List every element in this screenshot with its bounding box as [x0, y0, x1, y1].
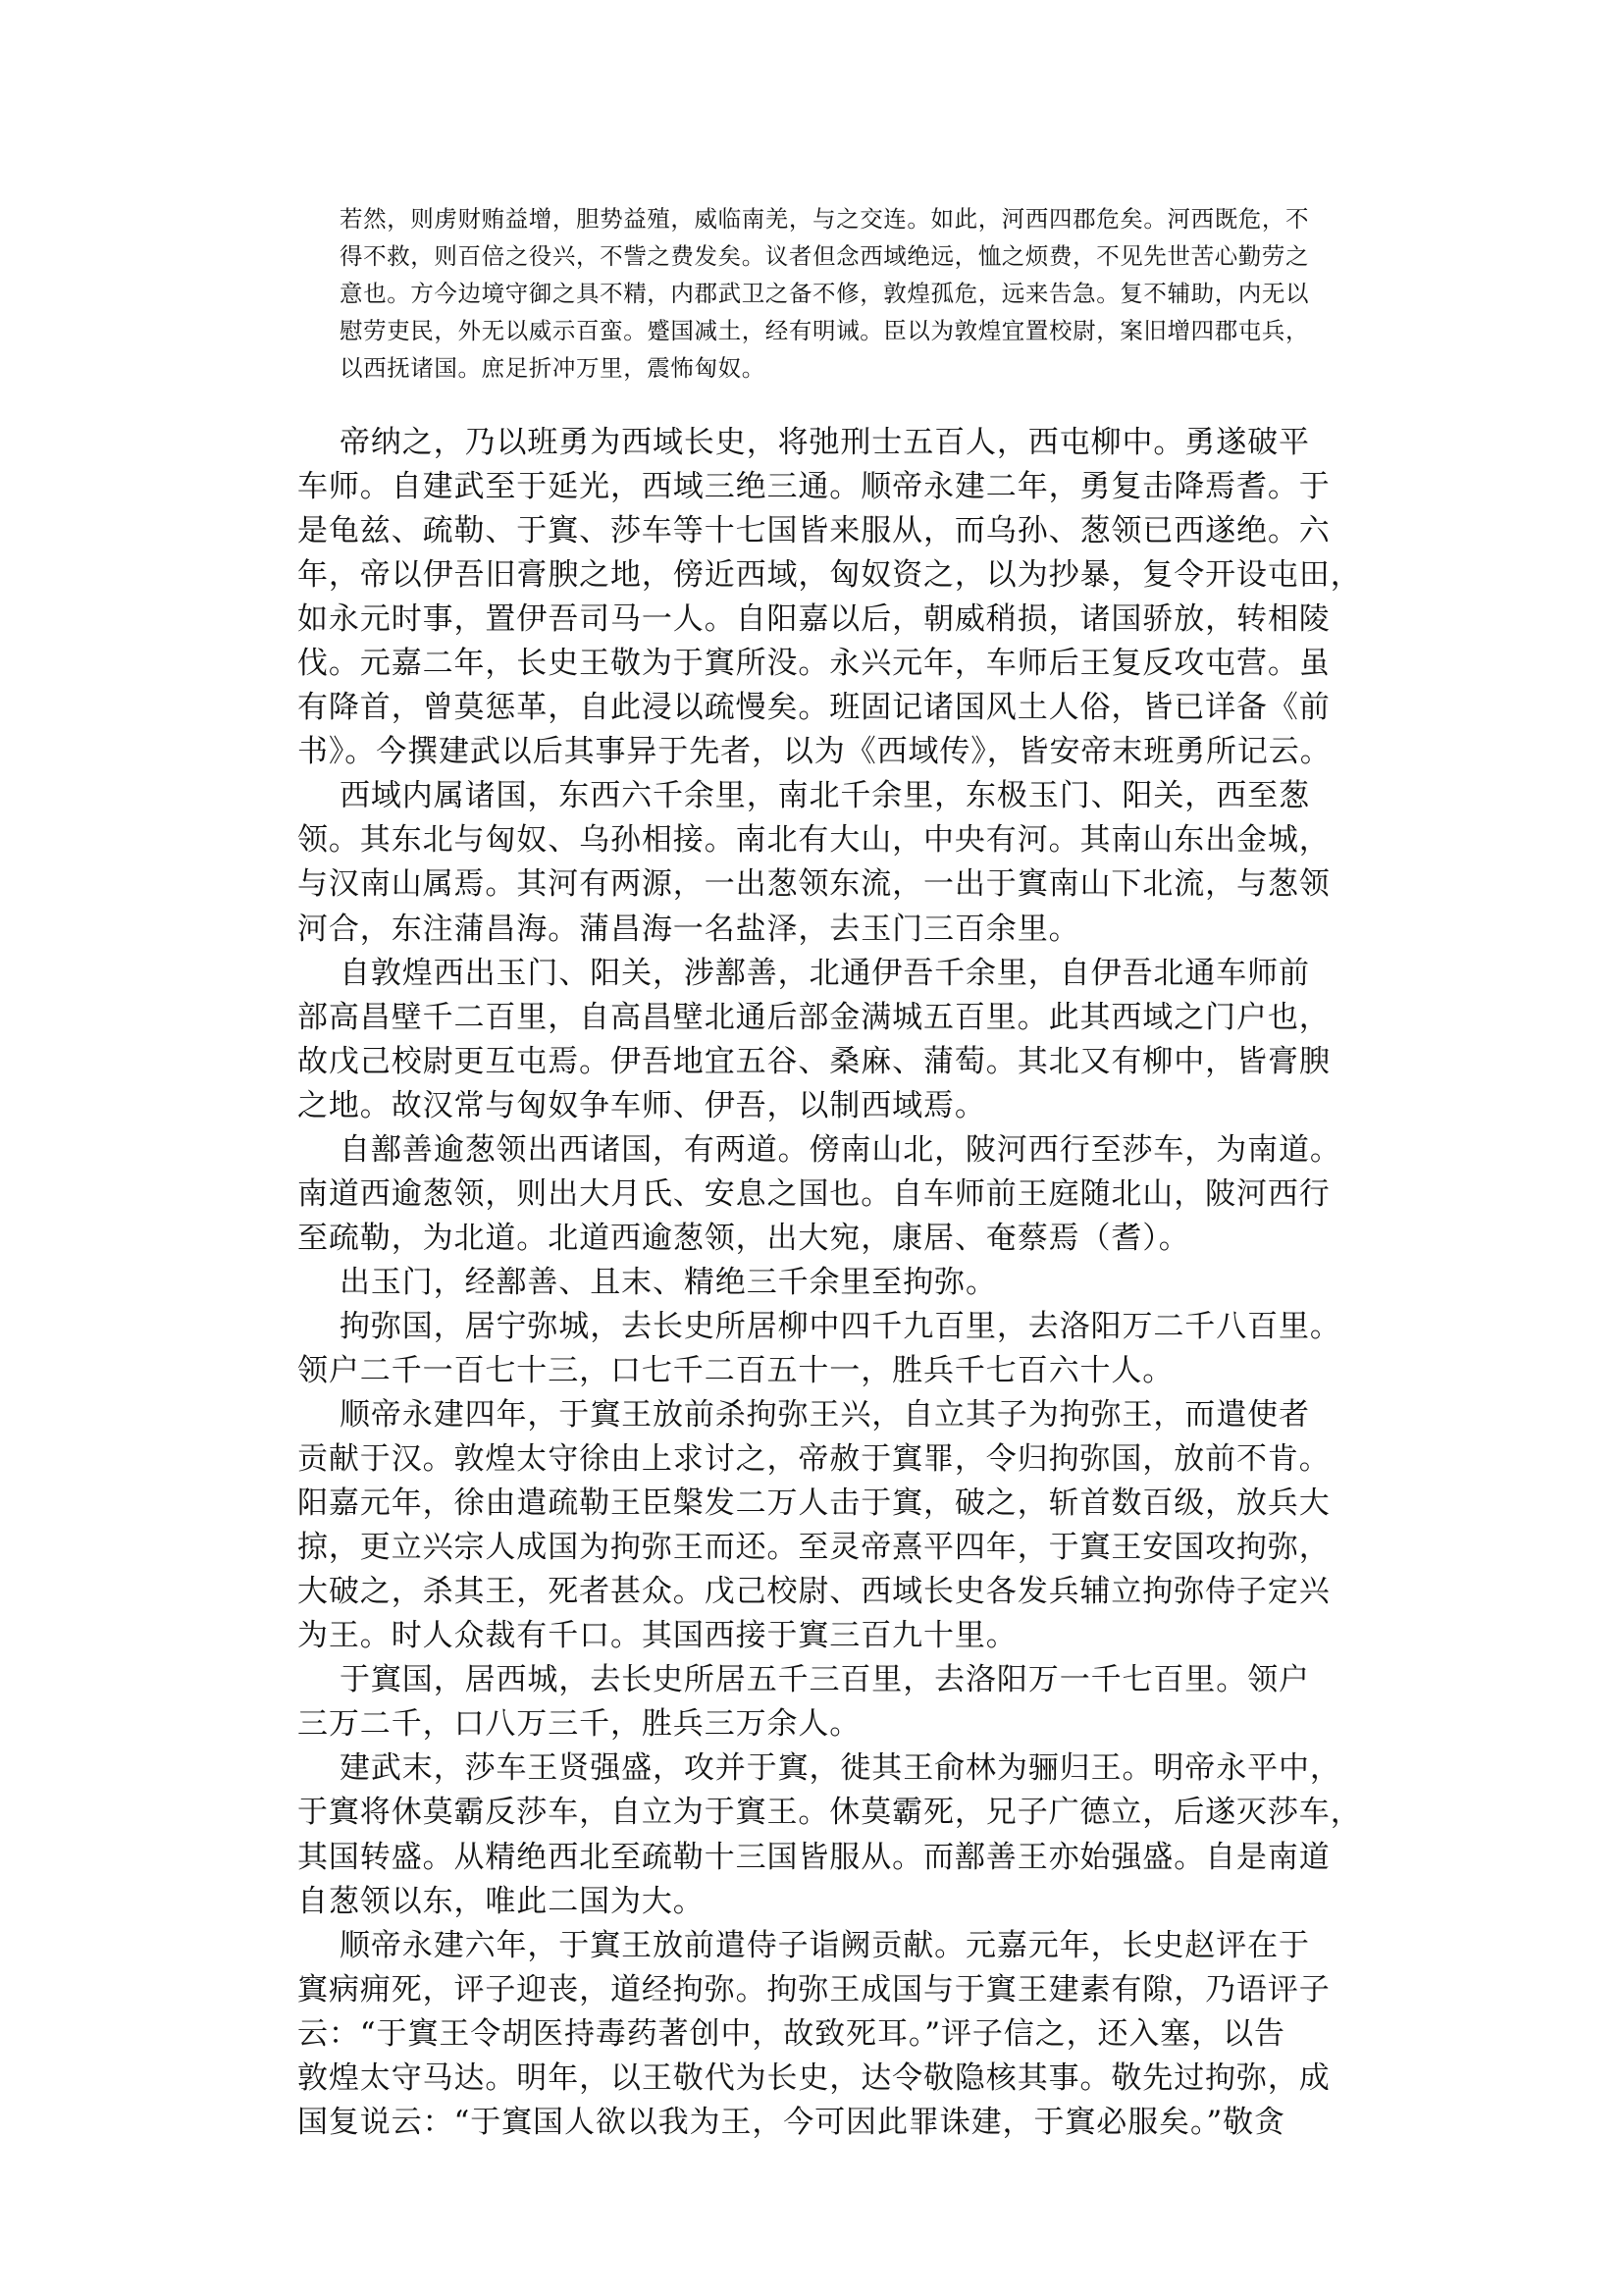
paragraph-text-line: 南道西逾葱领，则出大月氏、安息之国也。自车师前王庭随北山，陂河西行	[297, 1175, 1331, 1212]
quote-text-line: 意也。方今边境守御之具不精，内郡武卫之备不修，敦煌孤危，远来告急。复不辅助，内无以	[340, 280, 1310, 307]
paragraph-first-line: 于窴国，居西城，去长史所居五千三百里，去洛阳万一千七百里。领户	[340, 1662, 1310, 1698]
quote-text-line: 慰劳吏民，外无以威示百蛮。蹙国减土，经有明诫。臣以为敦煌宜置校尉，案旧增四郡屯兵，	[340, 317, 1310, 344]
paragraph-text-line: 国复说云：“于窴国人欲以我为王，今可因此罪诛建，于窴必服矣。”敬贪	[297, 2104, 1285, 2140]
paragraph-first-line: 拘弥国，居宁弥城，去长史所居柳中四千九百里，去洛阳万二千八百里。	[340, 1308, 1341, 1344]
paragraph-text-line: 阳嘉元年，徐由遣疏勒王臣槃发二万人击于窴，破之，斩首数百级，放兵大	[297, 1486, 1331, 1522]
quote-text-line: 以西抚诸国。庶足折冲万里，震怖匈奴。	[340, 354, 765, 382]
paragraph-text-line: 大破之，杀其王，死者甚众。戊己校尉、西域长史各发兵辅立拘弥侍子定兴	[297, 1574, 1331, 1610]
paragraph-text-line: 于窴将休莫霸反莎车，自立为于窴王。休莫霸死，兄子广德立，后遂灭莎车，	[297, 1795, 1362, 1831]
paragraph-first-line: 自鄯善逾葱领出西诸国，有两道。傍南山北，陂河西行至莎车，为南道。	[340, 1131, 1341, 1168]
paragraph-text-line: 伐。元嘉二年，长史王敬为于窴所没。永兴元年，车师后王复反攻屯营。虽	[297, 646, 1331, 682]
paragraph-first-line: 顺帝永建六年，于窴王放前遣侍子诣阙贡献。元嘉元年，长史赵评在于	[340, 1927, 1310, 1963]
paragraph-first-line: 自敦煌西出玉门、阳关，涉鄯善，北通伊吾千余里，自伊吾北通车师前	[340, 955, 1310, 991]
paragraph-text-line: 河合，东注蒲昌海。蒲昌海一名盐泽，去玉门三百余里。	[297, 911, 1080, 947]
paragraph-text-line: 云：“于窴王令胡医持毒药著创中，故致死耳。”评子信之，还入塞，以告	[297, 2015, 1285, 2052]
paragraph-text-line: 至疏勒，为北道。北道西逾葱领，出大宛，康居、奄蔡焉（耆）。	[297, 1220, 1190, 1256]
paragraph-text-line: 领户二千一百七十三，口七千二百五十一，胜兵千七百六十人。	[297, 1352, 1175, 1388]
paragraph-text-line: 领。其东北与匈奴、乌孙相接。南北有大山，中央有河。其南山东出金城，	[297, 822, 1331, 859]
paragraph-first-line: 顺帝永建四年，于窴王放前杀拘弥王兴，自立其子为拘弥王，而遣使者	[340, 1397, 1310, 1434]
paragraph-first-line: 帝纳之，乃以班勇为西域长史，将弛刑士五百人，西屯柳中。勇遂破平	[340, 425, 1310, 460]
paragraph-text-line: 故戊己校尉更互屯焉。伊吾地宜五谷、桑麻、蒲萄。其北又有柳中，皆膏腴	[297, 1043, 1331, 1079]
paragraph-text-line: 窴病痈死，评子迎丧，道经拘弥。拘弥王成国与于窴王建素有隙，乃语评子	[297, 1971, 1331, 2007]
paragraph-text-line: 掠，更立兴宗人成国为拘弥王而还。至灵帝熹平四年，于窴王安国攻拘弥，	[297, 1530, 1331, 1566]
paragraph-text-line: 为王。时人众裁有千口。其国西接于窴三百九十里。	[297, 1618, 1018, 1654]
paragraph-first-line: 西域内属诸国，东西六千余里，南北千余里，东极玉门、阳关，西至葱	[340, 778, 1310, 814]
quote-text-line: 得不救，则百倍之役兴，不訾之费发矣。议者但念西域绝远，恤之烦费，不见先世苦心勤劳之	[340, 242, 1310, 270]
paragraph-text-line: 其国转盛。从精绝西北至疏勒十三国皆服从。而鄯善王亦始强盛。自是南道	[297, 1839, 1331, 1875]
paragraph-text-line: 部高昌壁千二百里，自高昌壁北通后部金满城五百里。此其西域之门户也，	[297, 999, 1331, 1035]
quoted-memorial-block	[340, 201, 1362, 388]
paragraph-text-line: 书》。今撰建武以后其事异于先者，以为《西域传》，皆安帝末班勇所记云。	[297, 734, 1332, 770]
paragraph-text-line: 是龟兹、疏勒、于窴、莎车等十七国皆来服从，而乌孙、葱领已西遂绝。六	[297, 513, 1331, 549]
paragraph-text-line: 车师。自建武至于延光，西域三绝三通。顺帝永建二年，勇复击降焉耆。于	[297, 469, 1331, 505]
quote-text-line: 若然，则虏财贿益增，胆势益殖，威临南羌，与之交连。如此，河西四郡危矣。河西既危，不	[340, 205, 1310, 233]
main-text-block	[297, 421, 1377, 2145]
paragraph-text-line: 自葱领以东，唯此二国为大。	[297, 1883, 705, 1919]
paragraph-text-line: 贡献于汉。敦煌太守徐由上求讨之，帝赦于窴罪，令归拘弥国，放前不肯。	[297, 1441, 1331, 1478]
paragraph-first-line: 建武末，莎车王贤强盛，攻并于窴，徙其王俞林为骊归王。明帝永平中，	[340, 1750, 1341, 1787]
paragraph-text-line: 年，帝以伊吾旧膏腴之地，傍近西域，匈奴资之，以为抄暴，复令开设屯田，	[297, 557, 1362, 594]
paragraph-text-line: 之地。故汉常与匈奴争车师、伊吾，以制西域焉。	[297, 1087, 986, 1123]
paragraph-text-line: 敦煌太守马达。明年，以王敬代为长史，达令敬隐核其事。敬先过拘弥，成	[297, 2059, 1331, 2096]
paragraph-text-line: 三万二千，口八万三千，胜兵三万余人。	[297, 1706, 862, 1743]
paragraph-first-line: 出玉门，经鄯善、且末、精绝三千余里至拘弥。	[340, 1264, 997, 1300]
paragraph-text-line: 有降首，曾莫惩革，自此浸以疏慢矣。班固记诸国风土人俗，皆已详备《前	[297, 690, 1331, 726]
paragraph-text-line: 与汉南山属焉。其河有两源，一出葱领东流，一出于窴南山下北流，与葱领	[297, 866, 1331, 903]
paragraph-text-line: 如永元时事，置伊吾司马一人。自阳嘉以后，朝威稍损，诸国骄放，转相陵	[297, 601, 1331, 638]
